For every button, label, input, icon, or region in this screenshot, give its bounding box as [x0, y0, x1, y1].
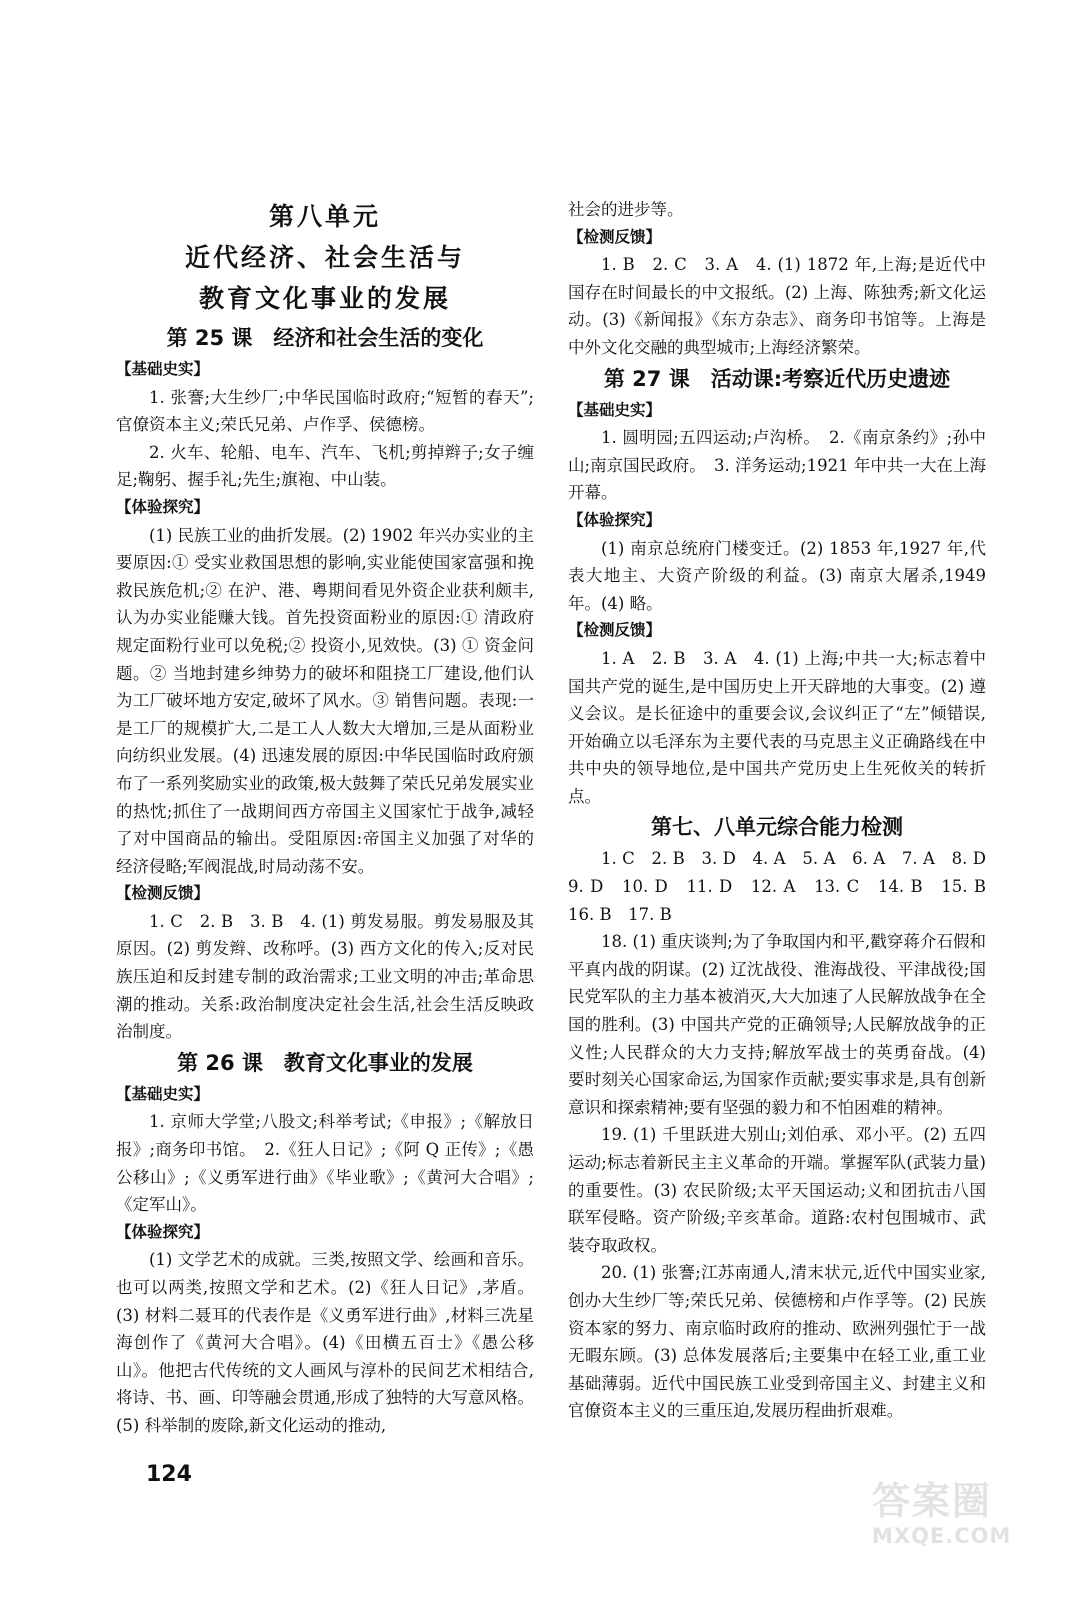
- lesson27-feedback-answer: 1. A 2. B 3. A 4. (1) 上海;中共一大;标志着中国共产党的诞生,是中国历史上开天辟地的大事变。(2) 遵义会议。是长征途中的重要会议,会议纠正了“左”倾错误,开始确立以毛泽东为主要代表的马克思主义正确路线在中共中央的领导地位,是中国共产党历史上生死攸关的转折点。: [568, 648, 986, 806]
- review-q18-answer: 18. (1) 重庆谈判;为了争取国内和平,戳穿蒋介石假和平真内战的阴谋。(2) 辽沈战役、淮海战役、平津战役;国民党军队的主力基本被消灭,大大加速了人民解放战争在全国的胜利。(3) 中国共产党的正确领导;人民解放战争的正义性;人民群众的大力支持;解放军战士的英勇奋战。(4) 要时刻关心国家命运,为国家作贡献;要实事求是,具有创新意识和探索精神;要有坚强的毅力和不怕困难的精神。: [568, 932, 986, 1117]
- watermark-url: MXQE.COM: [872, 1524, 1012, 1548]
- lesson25-basic-item2: 2. 火车、轮船、电车、汽车、飞机;剪掉辫子;女子缠足;鞠躬、握手礼;先生;旗袍、中山装。: [116, 442, 534, 490]
- right-column: [568, 196, 1003, 1425]
- unit-title: 第八单元: [268, 202, 381, 231]
- lesson25-section-feedback: 【检测反馈】: [116, 884, 210, 903]
- left-column: [116, 196, 534, 1440]
- lesson25-feedback-answer: 1. C 2. B 3. B 4. (1) 剪发易服。剪发易服及其原因。(2) 剪发辫、改称呼。(3) 西方文化的传入;反对民族压迫和反封建专制的政治需求;工业文明的冲击;革命思潮的推动。关系:政治制度决定社会生活,社会生活反映政治制度。: [116, 911, 534, 1042]
- lesson27-section-feedback: 【检测反馈】: [568, 621, 662, 640]
- lesson26-basic-answer: 1. 京师大学堂;八股文;科举考试;《申报》;《解放日报》;商务印书馆。 2.《狂人日记》;《阿 Q 正传》;《愚公移山》;《义勇军进行曲》《毕业歌》;《黄河大合唱》;《定军山》。: [116, 1112, 534, 1215]
- unit-header: [116, 196, 534, 319]
- lesson26-explore-answer: (1) 文学艺术的成就。三类,按照文学、绘画和音乐。也可以两类,按照文学和艺术。(2)《狂人日记》,茅盾。(3) 材料二聂耳的代表作是《义勇军进行曲》,材料三冼星海创作了《黄河大合唱》。(4)《田横五百士》《愚公移山》。他把古代传统的文人画风与淳朴的民间艺术相结合,将诗、书、画、印等融会贯通,形成了独特的大写意风格。(5) 科举制的废除,新文化运动的推动,: [116, 1250, 534, 1435]
- lesson26-section-explore: 【体验探究】: [116, 1222, 210, 1241]
- unit-subtitle-line2: 教育文化事业的发展: [198, 284, 451, 313]
- lesson26-feedback-answer: 1. B 2. C 3. A 4. (1) 1872 年,上海;是近代中国存在时间最长的中文报纸。(2) 上海、陈独秀;新文化运动。(3)《新闻报》《东方杂志》、商务印书馆等。上海是中外文化交融的典型城市;上海经济繁荣。: [568, 255, 986, 357]
- lesson26-title: 第 26 课 教育文化事业的发展: [177, 1050, 473, 1075]
- review-q19-answer: 19. (1) 千里跃进大别山;刘伯承、邓小平。(2) 五四运动;标志着新民主主义革命的开端。掌握军队(武装力量)的重要性。(3) 农民阶级;太平天国运动;义和团抗击八国联军侵略。资产阶级;辛亥革命。道路:农村包围城市、武装夺取政权。: [568, 1125, 986, 1255]
- lesson27-section-explore: 【体验探究】: [568, 510, 662, 529]
- lesson26-section-feedback: 【检测反馈】: [568, 227, 662, 246]
- lesson25-section-basic: 【基础史实】: [116, 360, 210, 378]
- lesson27-basic-answer: 1. 圆明园;五四运动;卢沟桥。 2.《南京条约》;孙中山;南京国民政府。 3. 洋务运动;1921 年中共一大在上海开幕。: [568, 428, 986, 503]
- unit-subtitle-line1: 近代经济、社会生活与: [184, 243, 465, 272]
- lesson27-explore-answer: (1) 南京总统府门楼变迁。(2) 1853 年,1927 年,代表大地主、大资产阶级的利益。(3) 南京大屠杀,1949 年。(4) 略。: [568, 538, 986, 613]
- review-choice-answers: 1. C 2. B 3. D 4. A 5. A 6. A 7. A 8. D 9. D 10. D 11. D 12. A 13. C 14. B 15. B 16. B 17. B: [568, 849, 1003, 924]
- lesson25-basic-item1: 1. 张謇;大生纱厂;中华民国临时政府;“短暂的春天”;官僚资本主义;荣氏兄弟、卢作孚、侯德榜。: [116, 387, 534, 435]
- page-number: 124: [146, 1462, 192, 1487]
- lesson25-title: 第 25 课 经济和社会生活的变化: [166, 326, 484, 350]
- lesson27-title: 第 27 课 活动课:考察近代历史遗迹: [603, 366, 951, 391]
- lesson27-section-basic: 【基础史实】: [568, 400, 662, 419]
- lesson26-section-basic: 【基础史实】: [116, 1084, 210, 1103]
- review-q20-answer: 20. (1) 张謇;江苏南通人,清末状元,近代中国实业家,创办大生纱厂等;荣氏兄弟、侯德榜和卢作孚等。(2) 民族资本家的努力、南京临时政府的推动、欧洲列强忙于一战无暇东顾。(3) 总体发展落后;主要集中在轻工业,重工业基础薄弱。近代中国民族工业受到帝国主义、封建主义和官僚资本主义的三重压迫,发展历程曲折艰难。: [568, 1263, 986, 1421]
- lesson26-explore-continued: 社会的进步等。: [568, 200, 684, 219]
- lesson25-explore-answer: (1) 民族工业的曲折发展。(2) 1902 年兴办实业的主要原因:① 受实业救国思想的影响,实业能使国家富强和挽救民族危机;② 在沪、港、粤期间看见外资企业获利颇丰,认为办实业能赚大钱。首先投资面粉业的原因:① 清政府规定面粉行业可以免税;② 投资小,见效快。(3) ① 资金问题。② 当地封建乡绅势力的破坏和阻挠工厂建设,他们认为工厂破坏地方安定,破坏了风水。③ 销售问题。表现:一是工厂的规模扩大,二是工人人数大大增加,三是从面粉业向纺织业发展。(4) 迅速发展的原因:中华民国临时政府颁布了一系列奖励实业的政策,极大鼓舞了荣氏兄弟发展实业的热忱;抓住了一战期间西方帝国主义国家忙于战争,减轻了对中国商品的输出。受阻原因:帝国主义加强了对华的经济侵略;军阀混战,时局动荡不安。: [116, 525, 534, 876]
- review-title: 第七、八单元综合能力检测: [651, 815, 903, 840]
- watermark-logo: [872, 1478, 1012, 1574]
- lesson25-section-explore: 【体验探究】: [116, 497, 210, 516]
- watermark-title: 答案圈: [872, 1479, 993, 1523]
